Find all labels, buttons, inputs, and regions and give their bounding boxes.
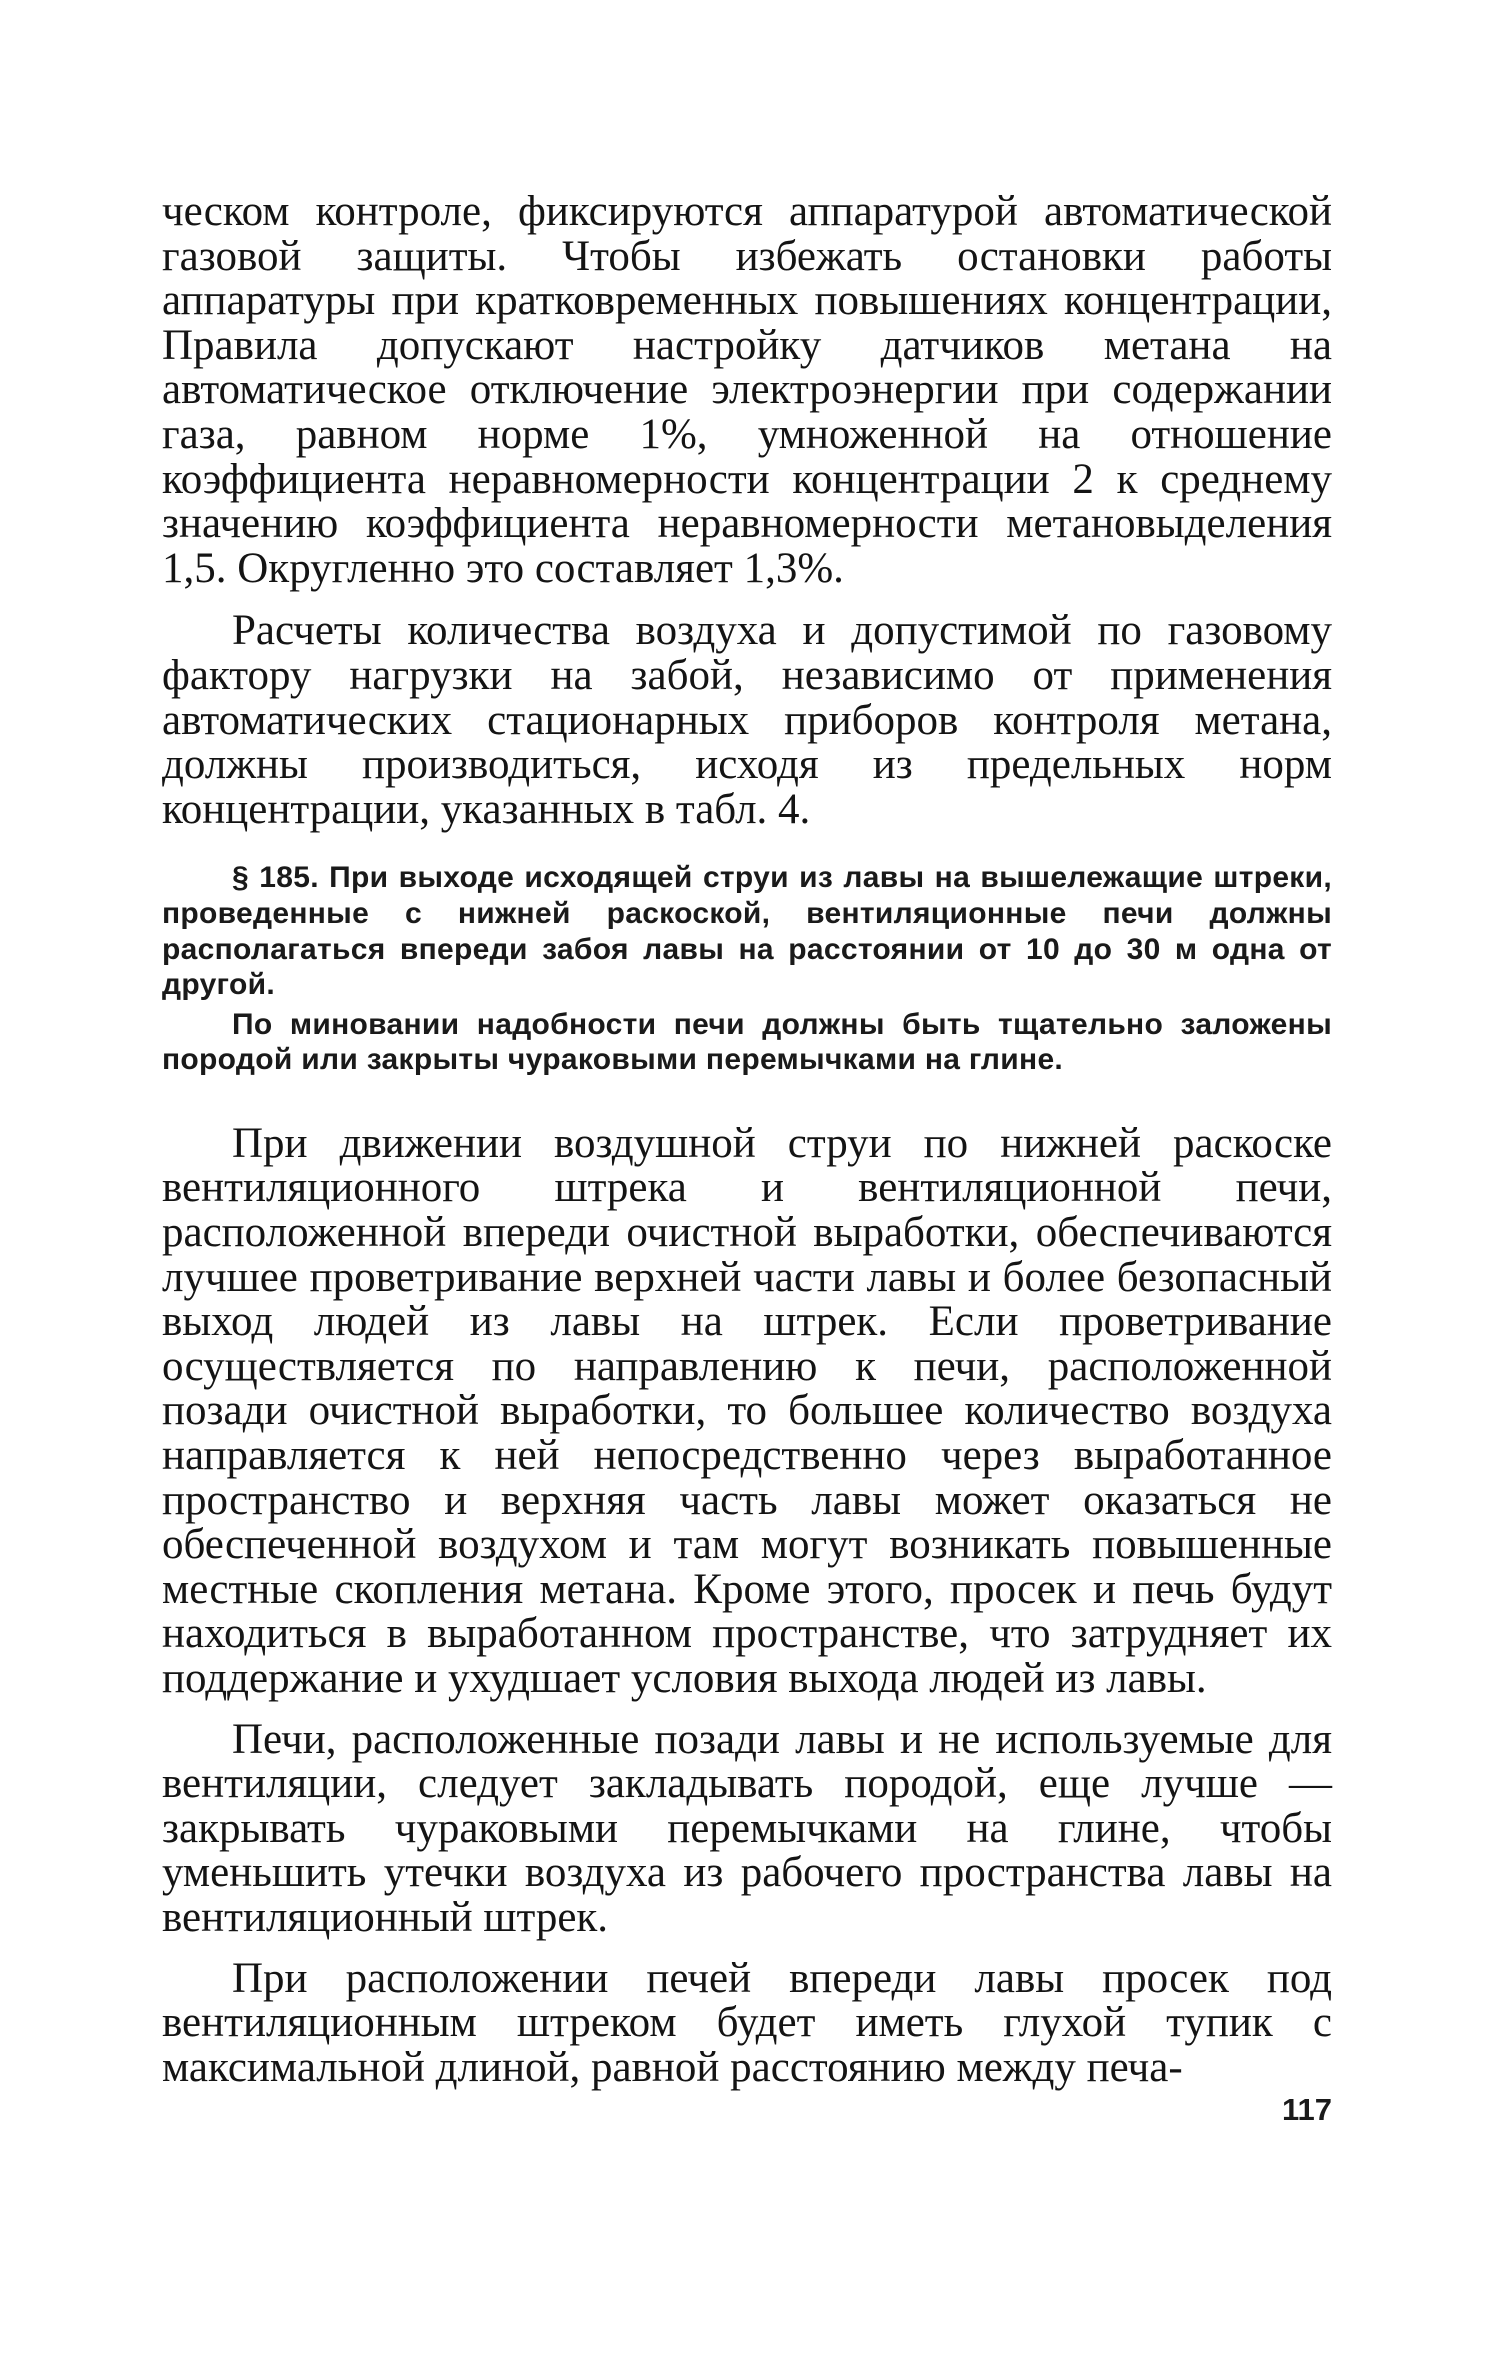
- commentary-paragraph-airflow: При движении воздушной струи по нижней раскоске вентиляционного штрека и вентиляционной печи, расположенной впереди очистной выработки, обеспечиваются лучшее проветривание верхней части лавы и более безопасный выход людей из лавы на штрек. Если проветривание осуществляется по направлению к печи, расположенной позади очистной выработки, то большее количество воздуха направляется к ней непосредственно через выработанное пространство и верхняя часть лавы может оказаться не обеспеченной воздухом и там могут возникать повышенные местные скопления метана. Кроме этого, просек и печь будут находиться в выработанном пространстве, что затрудняет их поддержание и ухудшает условия выхода людей из лавы.: [162, 1119, 1332, 1702]
- commentary-paragraph-sealing: Печи, расположенные позади лавы и не используемые для вентиляции, следует закладывать породой, еще лучше — закрывать чураковыми перемычками на глине, чтобы уменьшить утечки воздуха из рабочего пространства лавы на вентиляционный штрек.: [162, 1715, 1332, 1941]
- regulation-paragraph-185: § 185. При выходе исходящей струи из лавы на вышележащие штреки, проведенные с нижней раскоской, вентиляционные печи должны располагаться впереди забоя лавы на расстоянии от 10 до 30 м одна от другой.: [162, 861, 1332, 1002]
- page-body: [162, 190, 1332, 2090]
- paragraph-continuation: ческом контроле, фиксируются аппаратурой автоматической газовой защиты. Чтобы избежать остановки работы аппаратуры при кратковременных повышениях концентрации, Правила допускают настройку датчиков метана на автоматическое отключение электроэнергии при содержании газа, равном норме 1%, умноженной на отношение коэффициента неравномерности концентрации 2 к среднему значению коэффициента неравномерности метановыделения 1,5. Округленно это составляет 1,3%.: [162, 188, 1332, 592]
- page-number: 117: [1281, 2092, 1332, 2127]
- commentary-paragraph-dead-end: При расположении печей впереди лавы просек под вентиляционным штреком будет иметь глухой тупик с максимальной длиной, равной расстоянию между печа-: [162, 1954, 1332, 2091]
- regulation-paragraph-sealing: По миновании надобности печи должны быть тщательно заложены породой или закрыты чураковыми перемычками на глине.: [162, 1007, 1332, 1077]
- paragraph-calculation-rule: Расчеты количества воздуха и допустимой по газовому фактору нагрузки на забой, независимо от применения автоматических стационарных приборов контроля метана, должны производиться, исходя из предельных норм концентрации, указанных в табл. 4.: [162, 607, 1332, 833]
- regulation-section-185: [162, 860, 1332, 1078]
